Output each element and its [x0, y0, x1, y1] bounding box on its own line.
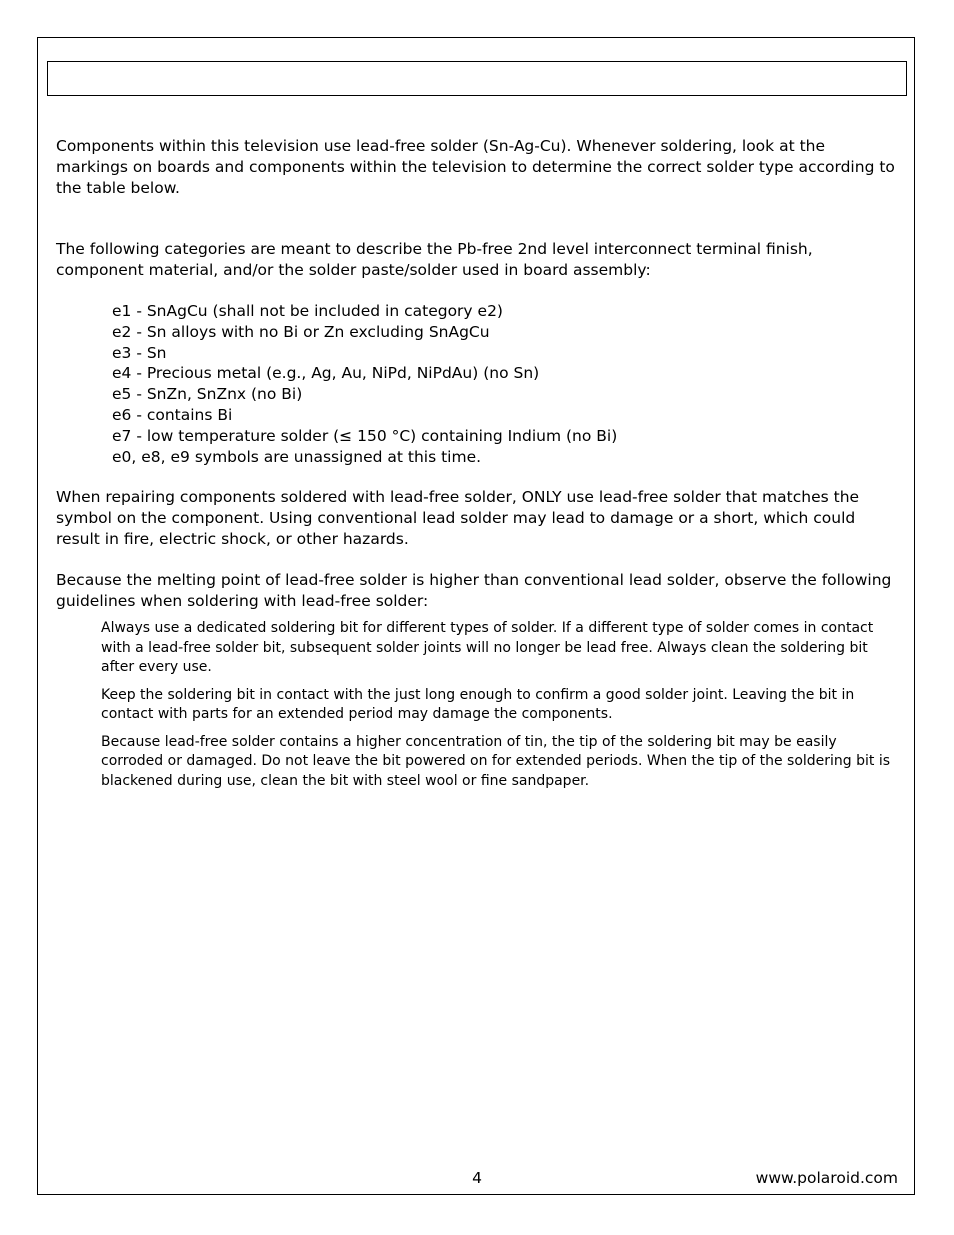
page-content	[56, 136, 898, 799]
intro-paragraph: Components within this television use lead-free solder (Sn-Ag-Cu). Whenever soldering, look at the markings on boards and components within the television to determine the correct solder type according to the table below.	[56, 137, 895, 197]
guideline-list	[56, 619, 898, 791]
category-item: e0, e8, e9 symbols are unassigned at this time.	[112, 447, 482, 466]
guideline-item: Always use a dedicated soldering bit for different types of solder. If a different type of solder comes in contact with a lead-free solder bit, subsequent solder joints will no longer be lead free. Always clean the soldering bit after every use.	[101, 620, 874, 676]
guideline-item: Because lead-free solder contains a higher concentration of tin, the tip of the soldering bit may be easily corroded or damaged. Do not leave the bit powered on for extended periods. When the tip of the soldering bit is blackened during use, clean the bit with steel wool or fine sandpaper.	[101, 733, 891, 789]
category-item: e4 - Precious metal (e.g., Ag, Au, NiPd, NiPdAu) (no Sn)	[112, 364, 540, 383]
category-item: e7 - low temperature solder (≤ 150 °C) containing Indium (no Bi)	[112, 426, 618, 445]
repair-warning: When repairing components soldered with lead-free solder, ONLY use lead-free solder that matches the symbol on the component. Using conventional lead solder may lead to damage or a short, which could result in fire, electric shock, or other hazards.	[56, 488, 860, 548]
guideline-item: Keep the soldering bit in contact with the just long enough to confirm a good solder joint. Leaving the bit in contact with parts for an extended period may damage the components.	[101, 686, 855, 723]
category-item: e5 - SnZn, SnZnx (no Bi)	[112, 385, 303, 404]
footer-url: www.polaroid.com	[755, 1169, 898, 1187]
page-number: 4	[472, 1169, 482, 1187]
categories-intro: The following categories are meant to describe the Pb-free 2nd level interconnect terminal finish, component material, and/or the solder paste/solder used in board assembly:	[56, 240, 813, 280]
category-list	[56, 301, 898, 467]
category-item: e2 - Sn alloys with no Bi or Zn excluding SnAgCu	[112, 322, 490, 341]
category-item: e6 - contains Bi	[112, 405, 233, 424]
guidelines-intro: Because the melting point of lead-free solder is higher than conventional lead solder, observe the following guidelines when soldering with lead-free solder:	[56, 570, 892, 610]
category-item: e3 - Sn	[112, 343, 167, 362]
category-item: e1 - SnAgCu (shall not be included in category e2)	[112, 301, 503, 320]
header-box	[47, 61, 907, 96]
